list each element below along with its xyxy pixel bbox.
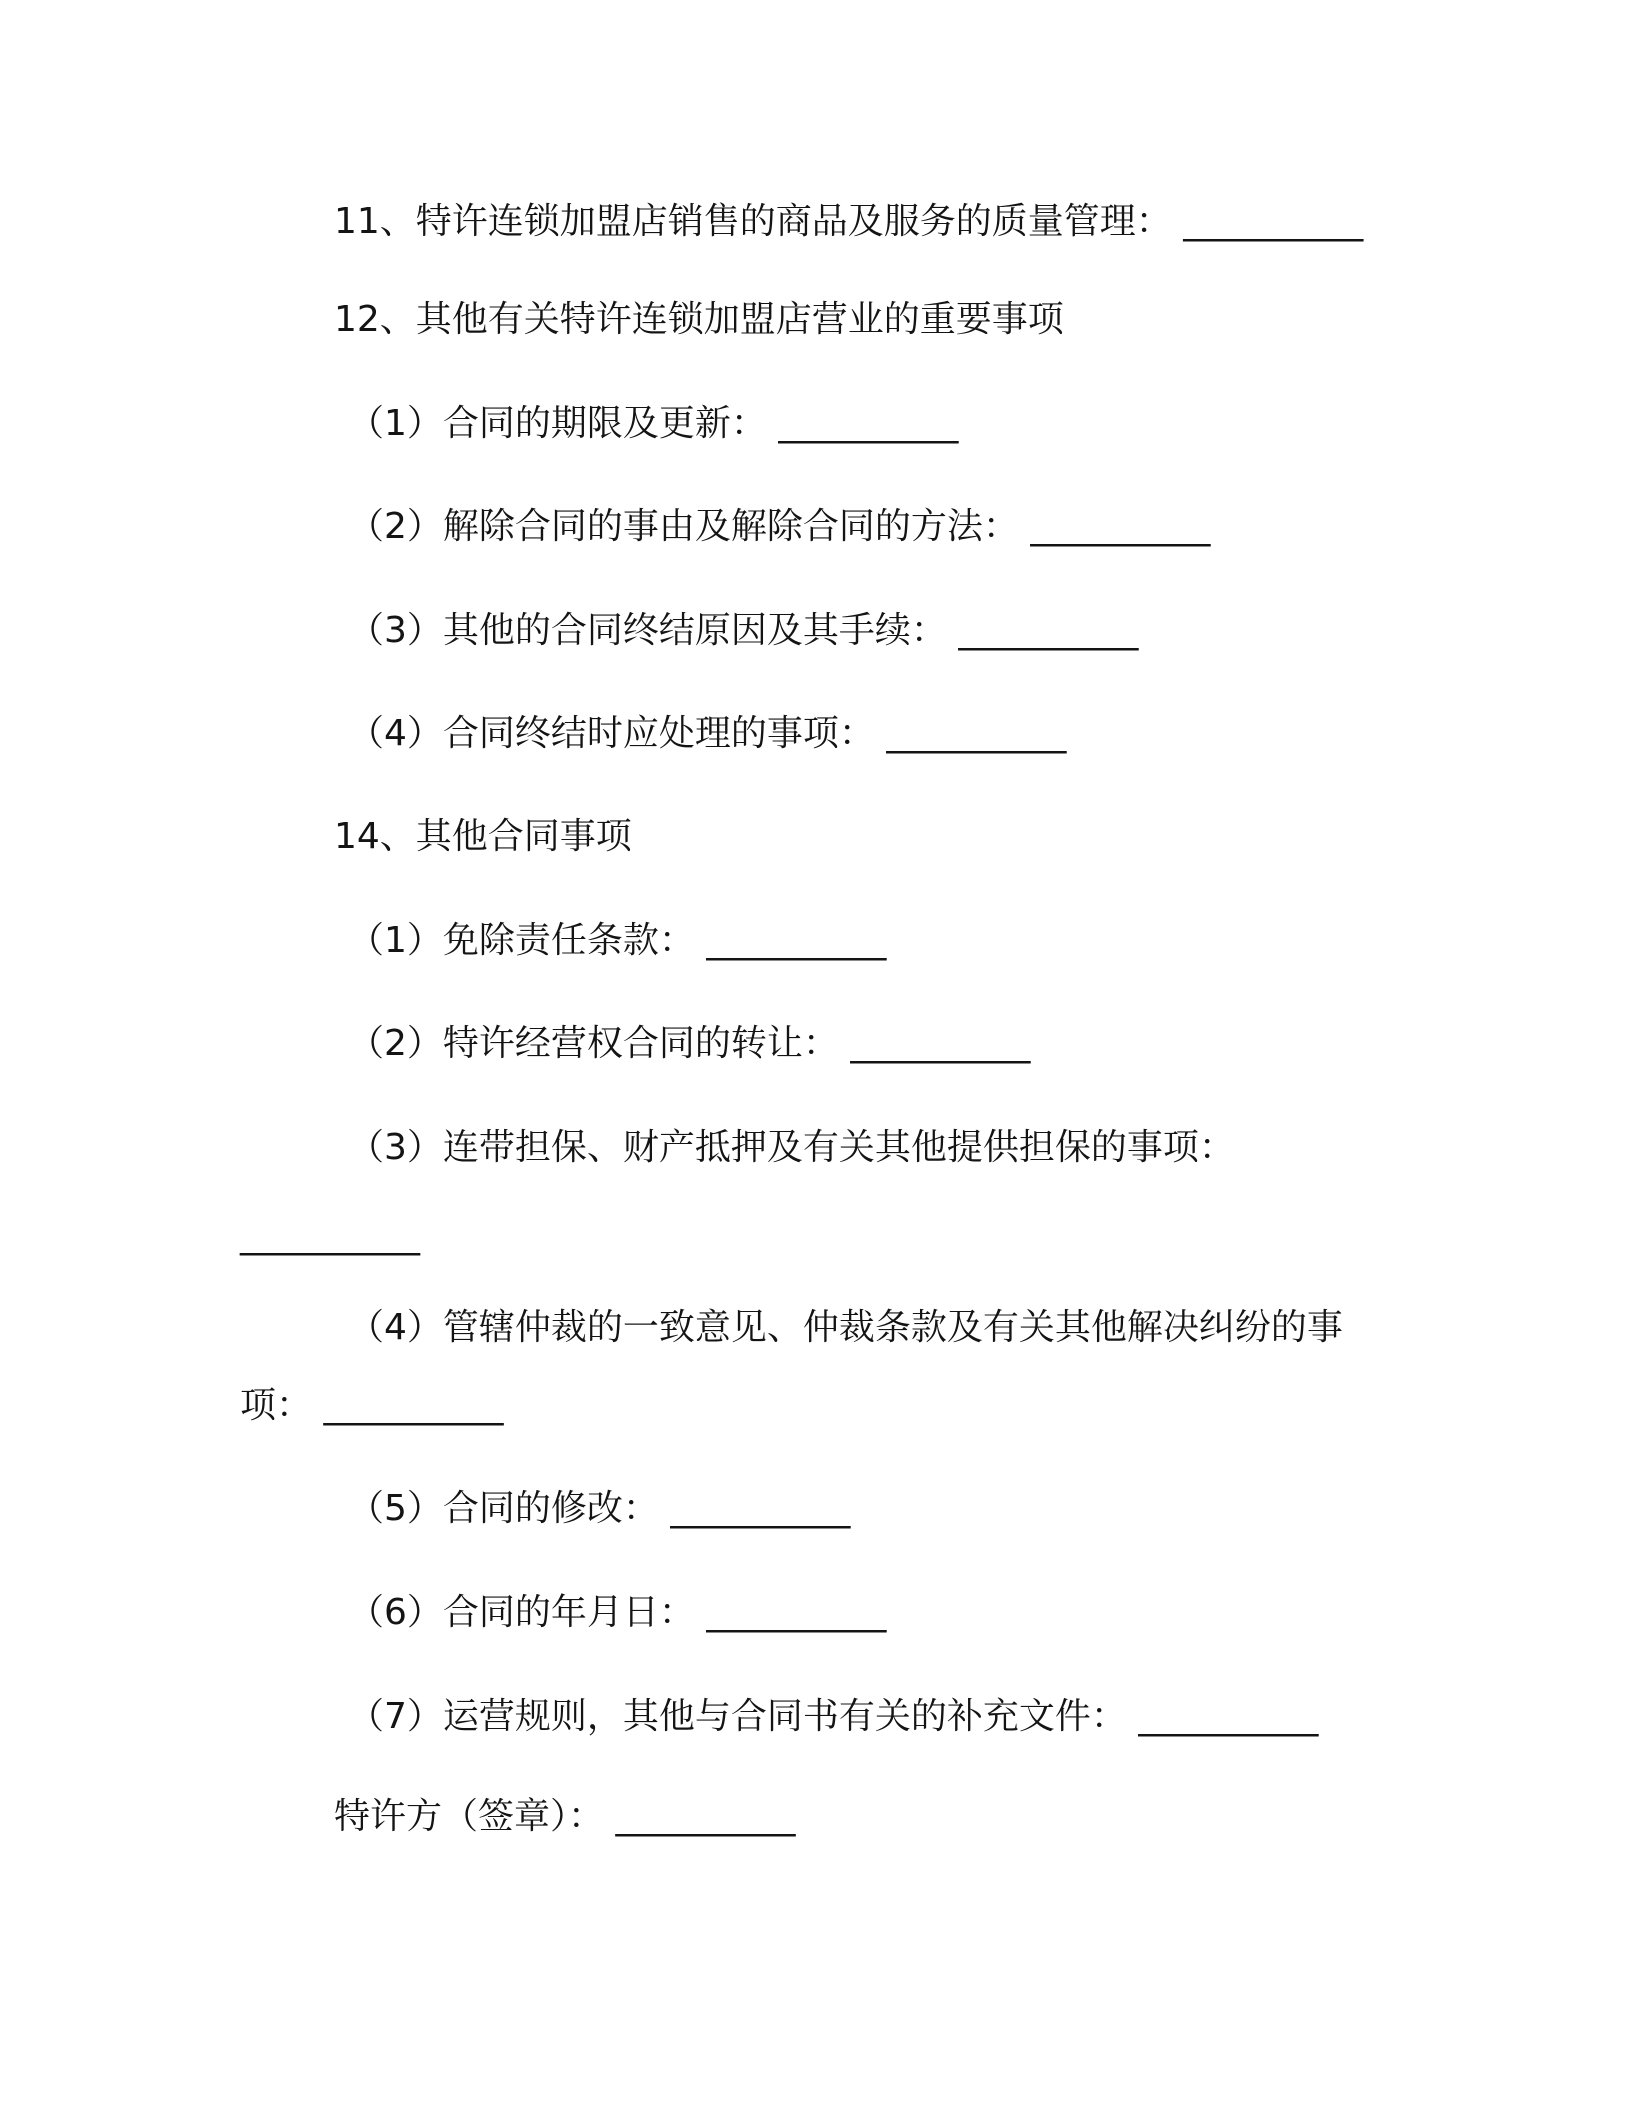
item-14-3-guarantee: （3）连带担保、财产抵押及有关其他提供担保的事项：	[348, 1127, 1235, 1168]
item-14-1-exemption: （1）免除责任条款： __________	[348, 920, 887, 961]
item-14-3-blank: __________	[240, 1215, 420, 1256]
item-12-4-handling: （4）合同终结时应处理的事项： __________	[348, 713, 1067, 754]
item-14-2-transfer: （2）特许经营权合同的转让： __________	[348, 1023, 1031, 1064]
item-11-quality-management: 11、特许连锁加盟店销售的商品及服务的质量管理： __________	[334, 201, 1364, 242]
item-12-2-termination: （2）解除合同的事由及解除合同的方法： __________	[348, 506, 1211, 547]
item-14-7-rules: （7）运营规则，其他与合同书有关的补充文件： __________	[348, 1696, 1319, 1737]
item-14-4-continuation: 项： __________	[240, 1385, 504, 1426]
item-12-3-other-termination: （3）其他的合同终结原因及其手续： __________	[348, 610, 1139, 651]
item-12-1-term: （1）合同的期限及更新： __________	[348, 403, 959, 444]
franchisor-signature: 特许方（签章）： __________	[334, 1796, 796, 1837]
item-14-5-modification: （5）合同的修改： __________	[348, 1488, 851, 1529]
item-14-4-arbitration: （4）管辖仲裁的一致意见、仲裁条款及有关其他解决纠纷的事	[348, 1307, 1343, 1348]
item-14-6-date: （6）合同的年月日： __________	[348, 1592, 887, 1633]
item-14-heading: 14、其他合同事项	[334, 816, 632, 857]
item-12-heading: 12、其他有关特许连锁加盟店营业的重要事项	[334, 299, 1064, 340]
